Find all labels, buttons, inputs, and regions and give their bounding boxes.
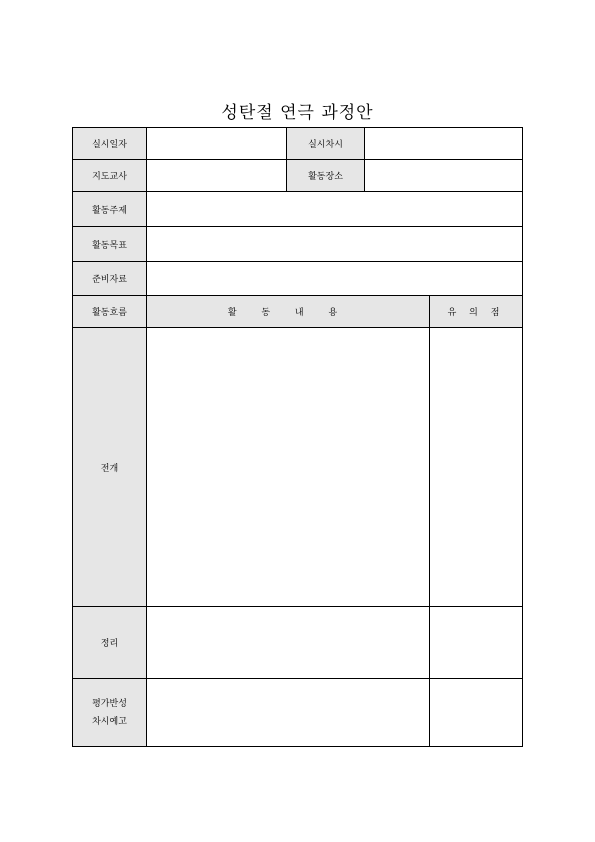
goal-field[interactable] xyxy=(147,227,523,262)
row-materials xyxy=(73,262,523,296)
row-evaluation xyxy=(73,679,523,747)
session-label: 실시차시 xyxy=(287,128,365,160)
topic-field[interactable] xyxy=(147,192,523,227)
place-field[interactable] xyxy=(365,160,523,192)
content-header: 활 동 내 용 xyxy=(147,296,430,328)
page-title: 성탄절 연극 과정안 xyxy=(221,103,374,123)
row-wrapup xyxy=(73,607,523,679)
row-flow-header xyxy=(73,296,523,328)
development-content-field[interactable] xyxy=(147,328,430,607)
goal-label: 활동목표 xyxy=(73,227,147,262)
wrapup-label: 정리 xyxy=(73,607,147,679)
teacher-field[interactable] xyxy=(147,160,287,192)
topic-label: 활동주제 xyxy=(73,192,147,227)
date-field[interactable] xyxy=(147,128,287,160)
materials-field[interactable] xyxy=(147,262,523,296)
row-development xyxy=(73,328,523,607)
date-label: 실시일자 xyxy=(73,128,147,160)
evaluation-label-line1: 평가반성 xyxy=(92,698,127,709)
notes-header: 유 의 점 xyxy=(430,296,523,328)
teacher-label: 지도교사 xyxy=(73,160,147,192)
place-label: 활동장소 xyxy=(287,160,365,192)
flow-label: 활동흐름 xyxy=(73,296,147,328)
evaluation-content-field[interactable] xyxy=(147,679,430,747)
evaluation-label xyxy=(73,679,147,747)
row-date-session xyxy=(73,128,523,160)
wrapup-content-field[interactable] xyxy=(147,607,430,679)
wrapup-notes-field[interactable] xyxy=(430,607,523,679)
session-field[interactable] xyxy=(365,128,523,160)
evaluation-label-line2: 차시예고 xyxy=(92,716,127,727)
row-topic xyxy=(73,192,523,227)
evaluation-notes-field[interactable] xyxy=(430,679,523,747)
row-goal xyxy=(73,227,523,262)
development-notes-field[interactable] xyxy=(430,328,523,607)
materials-label: 준비자료 xyxy=(73,262,147,296)
row-teacher-place xyxy=(73,160,523,192)
development-label: 전개 xyxy=(73,328,147,607)
lesson-plan-table xyxy=(72,127,523,747)
